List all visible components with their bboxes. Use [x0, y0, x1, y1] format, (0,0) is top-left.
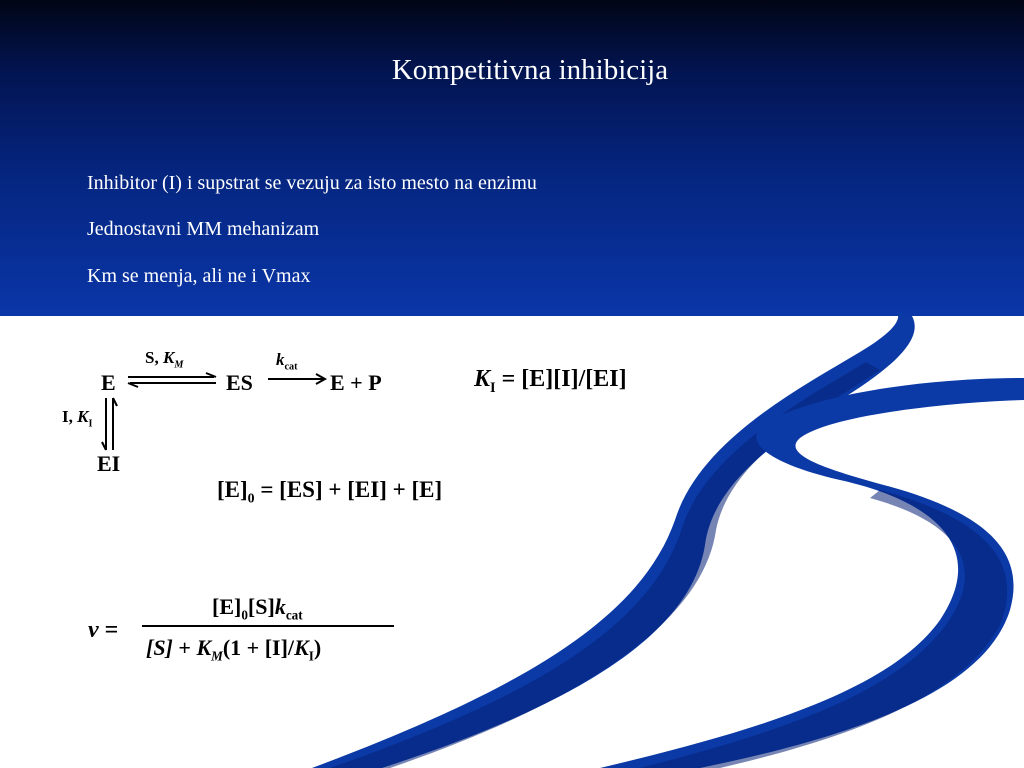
den-k2: K	[294, 635, 309, 660]
num-k-sub: cat	[285, 607, 303, 623]
scheme-inhibitor-label	[62, 408, 92, 430]
slide-title: Kompetitivna inhibicija	[391, 54, 669, 86]
rate-equals: =	[98, 617, 119, 643]
ki-k: K	[474, 366, 491, 392]
fraction-bar	[142, 625, 394, 627]
den-plus: +	[172, 635, 197, 660]
kcat-sub: cat	[284, 361, 298, 373]
bullet-item: Jednostavni MM mehanizam	[87, 218, 320, 240]
scheme-binding-label	[145, 349, 183, 371]
balance-lhs-sub: 0	[247, 490, 255, 506]
bullet-item: Km se menja, ali ne i Vmax	[87, 265, 311, 287]
scheme-enzyme-label: E	[101, 370, 116, 395]
den-open: (1 + [I]/	[222, 635, 295, 660]
inhibitor-k: K	[77, 407, 89, 426]
scheme-kcat-label	[276, 351, 298, 373]
kcat-k: k	[276, 350, 285, 369]
den-s: [S]	[146, 635, 173, 660]
binding-k: K	[162, 348, 175, 367]
inhibitor-k-sub: I	[88, 418, 93, 430]
rate-equation-lhs	[88, 618, 118, 642]
rate-denominator	[146, 637, 321, 663]
bullet-item: Inhibitor (I) i supstrat se vezuju za isto mesto na enzimu	[87, 172, 537, 194]
den-close: )	[313, 635, 322, 660]
scheme-product-label: E + P	[330, 370, 382, 395]
balance-lhs: [E]	[217, 477, 248, 502]
right-arrow-icon	[266, 372, 328, 386]
ki-sub: I	[490, 379, 496, 396]
rate-numerator	[212, 596, 303, 622]
vertical-equilibrium-arrow-icon	[100, 396, 120, 452]
ki-rhs: = [E][I]/[EI]	[495, 366, 627, 392]
binding-k-sub: M	[174, 359, 184, 371]
den-k-sub: M	[211, 648, 223, 664]
scheme-inhibitor-complex-label: EI	[97, 451, 121, 476]
num-s: [S]	[247, 594, 275, 619]
den-k2-sub: I	[308, 648, 314, 664]
num-k: k	[274, 594, 286, 619]
ki-equation	[474, 367, 627, 395]
binding-substrate: S,	[145, 348, 159, 367]
enzyme-balance-equation	[217, 478, 442, 505]
rate-v: v	[88, 617, 99, 643]
equilibrium-arrow-icon	[124, 372, 220, 388]
num-e-sub: 0	[241, 607, 248, 623]
scheme-complex-label: ES	[226, 370, 253, 395]
inhibitor-i: I,	[62, 407, 73, 426]
num-e: [E]	[212, 594, 242, 619]
balance-rhs: = [ES] + [EI] + [E]	[254, 477, 443, 502]
den-k: K	[196, 635, 212, 660]
